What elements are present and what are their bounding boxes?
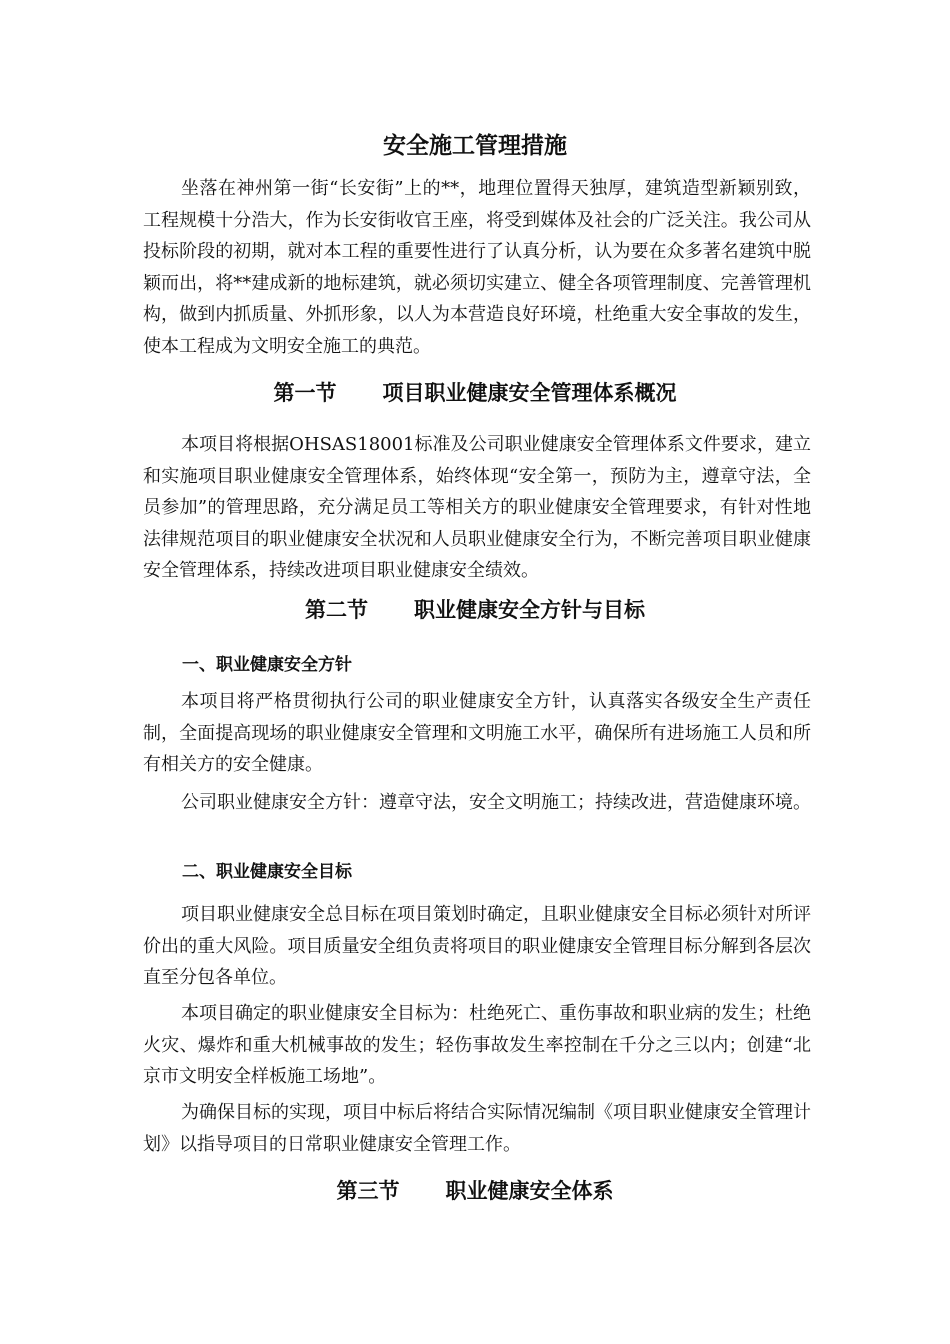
section-3-number: 第三节 [336, 1179, 400, 1203]
section-2-number: 第二节 [305, 598, 368, 622]
subsection-2-heading: 二、职业健康安全目标 [182, 862, 352, 882]
intro-paragraph: 坐落在神州第一街“长安街”上的**，地理位置得天独厚，建筑造型新颖别致，工程规模十分浩大，作为长安街收官王座，将受到媒体及社会的广泛关注。我公司从投标阶段的初期，就对本工程的重要性进行了认真分析，认为要在众多著名建筑中脱颖而出，将**建成新的地标建筑，就必须切实建立、健全各项管理制度、完善管理机构，做到内抓质量、外抓形象，以人为本营造良好环境，杜绝重大安全事故的发生，使本工程成为文明安全施工的典范。 [143, 178, 811, 357]
section-3-heading [0, 1176, 950, 1206]
section-2-title: 职业健康安全方针与目标 [414, 598, 645, 622]
section-2-heading [0, 595, 950, 625]
section-1-title: 项目职业健康安全管理体系概况 [382, 381, 677, 405]
objective-paragraph: 项目职业健康安全总目标在项目策划时确定，且职业健康安全目标必须针对所评价出的重大风险。项目质量安全组负责将项目的职业健康安全管理目标分解到各层次直至分包各单位。 [143, 904, 811, 988]
section-1-heading [0, 378, 950, 408]
policy-paragraph: 本项目将严格贯彻执行公司的职业健康安全方针，认真落实各级安全生产责任制，全面提高现场的职业健康安全管理和文明施工水平，确保所有进场施工人员和所有相关方的安全健康。 [143, 691, 811, 775]
policy-statement-paragraph: 公司职业健康安全方针：遵章守法，安全文明施工；持续改进，营造健康环境。 [181, 792, 811, 813]
document-title: 安全施工管理措施 [383, 133, 567, 159]
section-1-number: 第一节 [273, 381, 337, 405]
section-1-paragraph: 本项目将根据OHSAS18001标准及公司职业健康安全管理体系文件要求，建立和实施项目职业健康安全管理体系，始终体现“安全第一，预防为主，遵章守法，全员参加”的管理思路，充分满足员工等相关方的职业健康安全管理要求，有针对性地法律规范项目的职业健康安全状况和人员职业健康安全行为，不断完善项目职业健康安全管理体系，持续改进项目职业健康安全绩效。 [143, 434, 811, 581]
management-plan-paragraph: 为确保目标的实现，项目中标后将结合实际情况编制《项目职业健康安全管理计划》以指导项目的日常职业健康安全管理工作。 [143, 1102, 811, 1155]
subsection-1-heading: 一、职业健康安全方针 [182, 655, 352, 675]
section-3-title: 职业健康安全体系 [445, 1179, 614, 1203]
objective-targets-paragraph: 本项目确定的职业健康安全目标为：杜绝死亡、重伤事故和职业病的发生；杜绝火灾、爆炸和重大机械事故的发生；轻伤事故发生率控制在千分之三以内；创建“北京市文明安全样板施工场地”。 [143, 1003, 811, 1087]
